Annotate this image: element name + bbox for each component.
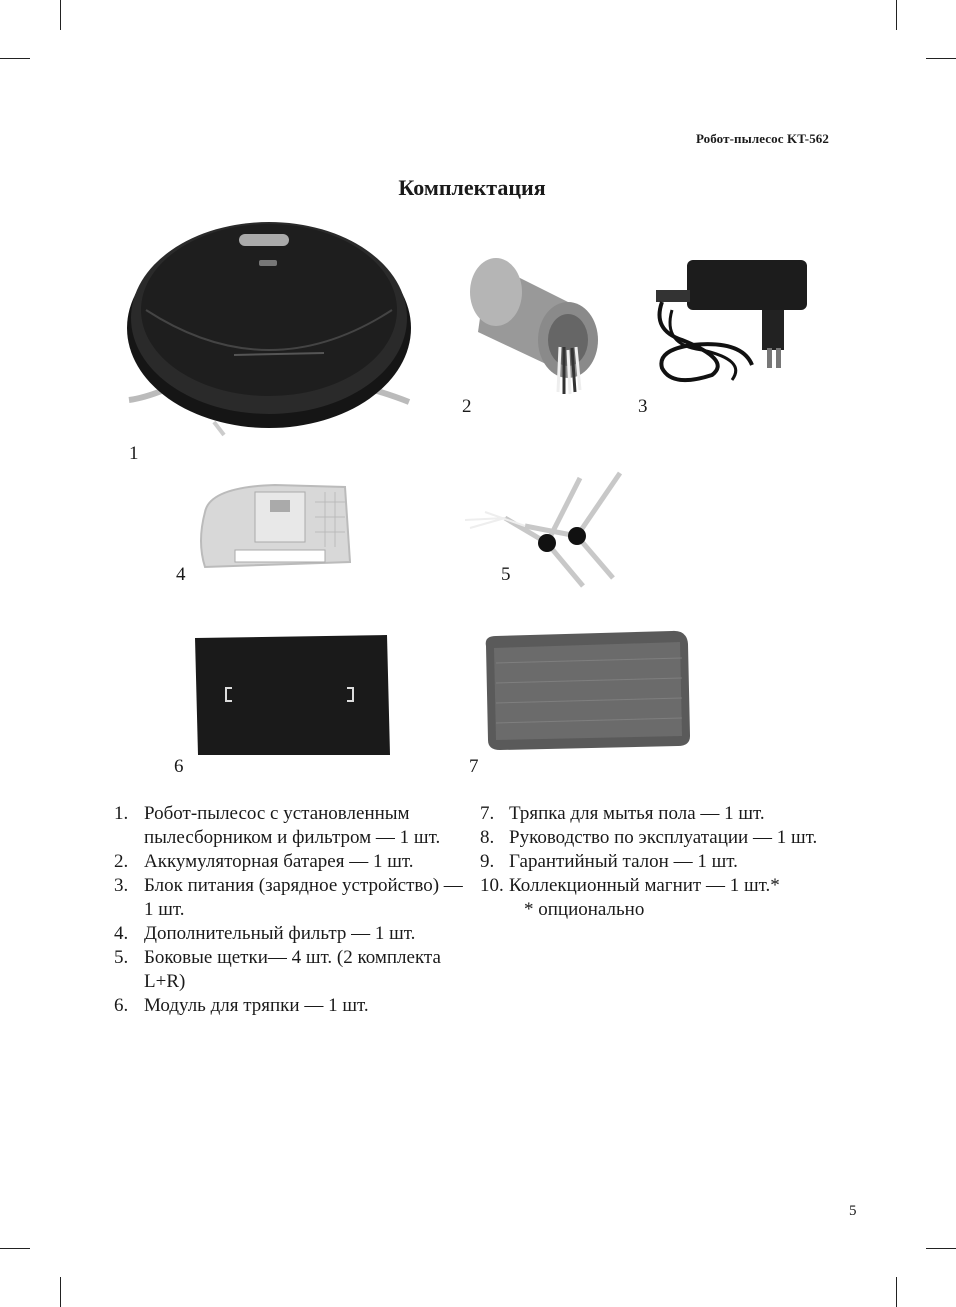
list-item: 6. Модуль для тряпки — 1 шт. [114,995,369,1016]
mop-module-icon [192,633,392,758]
robot-vacuum-icon [124,210,424,445]
footnote: * опционально [524,899,645,920]
power-adapter-icon [652,250,812,390]
list-item: 5. Боковые щетки— 4 шт. (2 комплекта L+R) [114,947,441,992]
crop-mark [896,0,897,30]
figure-label: 2 [462,396,472,417]
figure-label: 4 [176,564,186,585]
crop-mark [896,1277,897,1307]
contents-list-left [114,802,464,1018]
crop-mark [0,1248,30,1249]
filter-icon [195,482,355,572]
figure-label: 1 [129,443,139,464]
list-item: 7. Тряпка для мытья пола — 1 шт. [480,803,765,824]
battery-pack-icon [468,252,603,397]
mop-cloth-icon [482,628,692,754]
list-item: 1. Робот-пылесос с установленным пылесборником и фильтром — 1 шт. [114,803,441,848]
list-item: 8. Руководство по эксплуатации — 1 шт. [480,827,818,848]
page-number: 5 [849,1203,857,1219]
figure-label: 6 [174,756,184,777]
crop-mark [926,1248,956,1249]
contents-list-right [480,802,840,922]
crop-mark [926,58,956,59]
figure-label: 3 [638,396,648,417]
list-item: 3. Блок питания (зарядное устройство) — 1 шт. [114,875,463,920]
list-item: 9. Гарантийный талон — 1 шт. [480,851,738,872]
figure-label: 5 [501,564,511,585]
figure-label: 7 [469,756,479,777]
crop-mark [60,0,61,30]
list-item: 10. Коллекционный магнит — 1 шт.* [480,875,780,896]
side-brushes-icon [465,468,635,598]
list-item: 2. Аккумуляторная батарея — 1 шт. [114,851,414,872]
crop-mark [0,58,30,59]
list-item: 4. Дополнительный фильтр — 1 шт. [114,923,416,944]
running-header: Робот-пылесос KT-562 [695,131,829,146]
crop-mark [60,1277,61,1307]
page-title: Комплектация [398,175,546,200]
